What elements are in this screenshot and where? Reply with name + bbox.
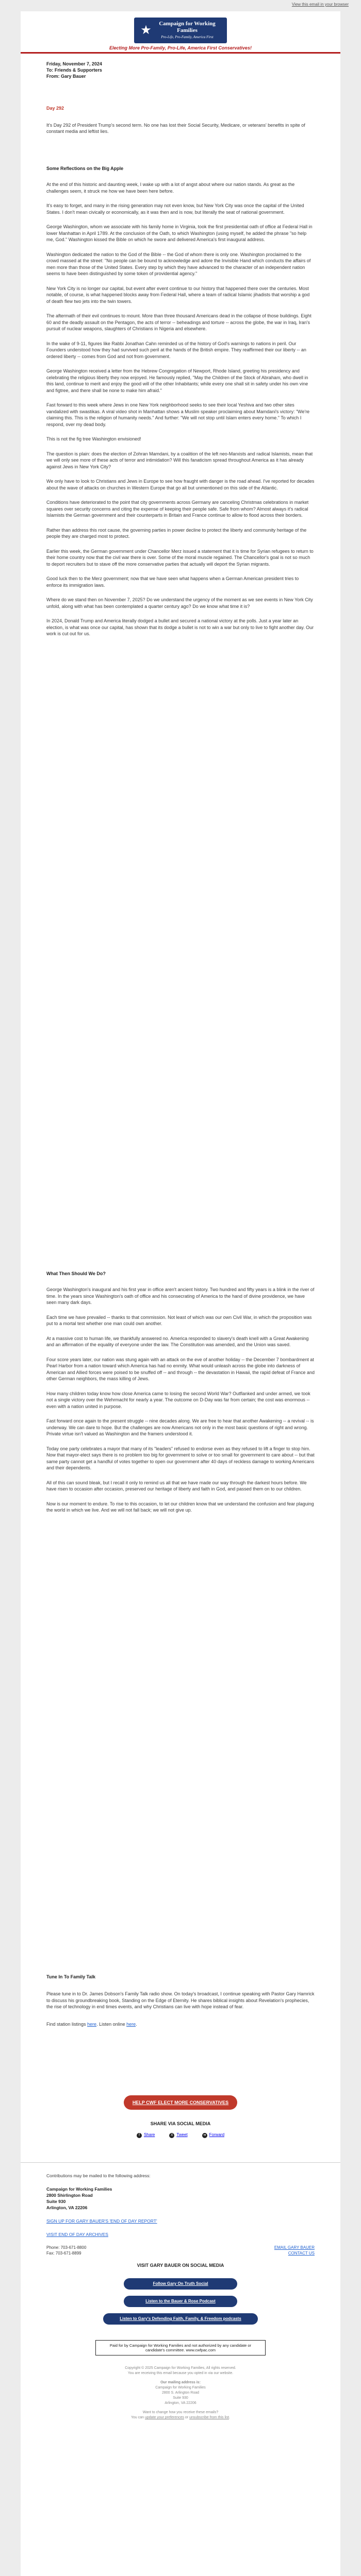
section-family-talk <box>46 1974 315 2027</box>
email-header <box>21 11 340 54</box>
contribution-block <box>46 2173 315 2238</box>
paragraph: In 2024, Donald Trump and America literally dodged a bullet and secured a national victory at the polls. Just a year later an election, is what was once our capital, has shown that its dodge a bullet is not to win a war but only to live to fight another day. Our work is cut out for us. <box>46 618 314 636</box>
section-title: What Then Should We Do? <box>46 1271 106 1276</box>
paragraph: The aftermath of their evil continues to mount. More than three thousand Americans dead in the collapse of those buildings. Eight 60 and the deadly assault on the Pentagon, the acts of terror -- beheadings and torture -- across the globe, the war in Iraq, Iran's pursuit of nuclear weapons, slaughters of Christians in Nigeria and elsewhere. <box>46 313 311 331</box>
mailing-line: Campaign for Working Families <box>155 2386 206 2389</box>
unsubscribe-link[interactable]: unsubscribe from this list <box>189 2416 229 2419</box>
forward-icon: ➜ <box>202 2133 207 2138</box>
email-card <box>21 11 340 2576</box>
addr-line: Arlington, VA 22206 <box>46 2205 88 2210</box>
memo-date: Friday, November 7, 2024 <box>46 61 102 66</box>
org-name: Campaign for Working Families <box>46 2187 112 2192</box>
x-icon: X <box>169 2133 174 2138</box>
paragraph: George Washington, whom we associate with his family home in Virginia, took the first presidential oath of office at Federal Hall in lower Manhattan in April 1789. At the conclusion of the Oath, to which Washington (using myself, he added the phrase "so help me, God." Washington kissed the Bible on which he swore and delivered America's first inaugural address. <box>46 224 313 242</box>
logo-title: Campaign for Working Families <box>159 20 216 33</box>
intro-paragraph: It's Day 292 of President Trump's second term. No one has lost their Social Security, Medicare, or veterans' benefits in spite of constant media and leftist lies. <box>46 122 305 134</box>
paragraph: New York City is no longer our capital, but event after event continue to our history that happened there over the centuries. Most notable, of course, is what happened blocks away from Federal Hall, where a team of radical Islamic jihadists that worship a god of death flew two jets into the twin towers. <box>46 285 310 304</box>
memo-meta <box>46 61 315 79</box>
tagline: Electing More Pro-Family, Pro-Life, America First Conservatives! <box>109 45 252 50</box>
paragraph: Fast forward once again to the present struggle -- nine decades along. We are free to hear that another Awakening -- a revival -- is underway. We can dare to hope. But the challenges are now Americans not only in the most basic questions of right and wrong. Private virtue isn't valued as Washington and the framers understood it. <box>46 1418 314 1436</box>
forward-button[interactable]: ➜ Forward <box>202 2132 224 2138</box>
paragraph: At a massive cost to human life, we thankfully answered no. America responded to slavery's death knell with a Great Awakening and an affirmation of the equality of everyone under the law. The Constitution was amended, and the Union was saved. <box>46 1335 309 1347</box>
share-buttons <box>21 2132 340 2138</box>
mailing-line: 2800 S. Arlington Road <box>162 2391 199 2395</box>
memo-from: From: Gary Bauer <box>46 74 86 79</box>
section-what-then-body <box>46 1286 315 1514</box>
paragraph: At the end of this historic and daunting week, I wake up with a lot of angst about where our nation stands. As great as the challenges seem, it struck me how we have been here before. <box>46 182 295 194</box>
paragraph: Now is our moment to endure. To rise to this occasion, to let our children know that we understand the confusion and fear plaguing the world in which we live. And we will not fall back; we will not give up. <box>46 1501 314 1513</box>
paragraph: George Washington's inaugural and his first year in office aren't ancient history. Two hundred and fifty years is a blink in the river of time. In the years since Washington's oath of office and his consecrating of America to the hand of divine providence, we have seen many dark days. <box>46 1287 315 1305</box>
share-x-button[interactable]: X Tweet <box>169 2132 187 2138</box>
mailing-line: Suite 930 <box>173 2396 188 2400</box>
contrib-label: Contributions may be mailed to the following address: <box>46 2173 151 2178</box>
section-big-apple-body <box>46 181 315 637</box>
section-title: Some Reflections on the Big Apple <box>46 166 124 171</box>
truth-social-button[interactable]: Follow Gary On Truth Social <box>124 2278 237 2290</box>
donate-area <box>21 2095 340 2110</box>
paragraph: George Washington received a letter from the Hebrew Congregation of Newport, Rhode Island, greeting his presidency and celebrating the religious liberty they now enjoyed. He famously replied, "May the Children of the Stock of Abraham, who dwell in this land, continue to merit and enjoy the good will of the other Inhabitants; while every one shall sit in safety under his own vine and figtree, and there shall be none to make him afraid." <box>46 368 308 393</box>
paragraph: Earlier this week, the German government under Chancellor Merz issued a statement that it is time for Syrian refugees to return to their home country now that the civil war there is over. Some of the moral muscle regained. The Chancellor's goal is not so much to deport recruiters but to stave off the more conservative parties that actually will deport the Syrian migrants. <box>46 548 314 567</box>
paragraph: It's easy to forget, and many in the rising generation may not even know, but New York City was once the capital of the United States. I don't mean civically or economically, as it was then and is now, but literally the seat of national government. <box>46 203 304 215</box>
email-gary-link[interactable]: EMAIL GARY BAUER <box>274 2245 315 2250</box>
phone: Phone: 703-671-8800 <box>46 2245 87 2250</box>
divider <box>21 2162 340 2163</box>
addr-line: Suite 930 <box>46 2199 66 2204</box>
paragraph: The question is plain: does the election of Zohran Mamdani, by a coalition of the left neo-Marxists and radical Islamists, mean that we will only see more of these acts of terror and intimidation? Will this fanaticism spread throughout America as it has already against Jews in New York City? <box>46 451 313 469</box>
view-in-browser-link[interactable]: View this email in your browser <box>291 2 349 7</box>
dff-podcast-button[interactable]: Listen to Gary's Defending Faith, Family, & Freedom podcasts <box>103 2313 258 2325</box>
day-counter: Day 292 <box>46 106 64 111</box>
paragraph: Four score years later, our nation was stung again with an attack on the eve of another holiday -- the December 7 bombardment at Pearl Harbor from a nation toward which America has had no enmity. What would unleash across the globe into darkness of American and Allied forces were poised to be snuffed off -- and through -- the devastation in Hawaii, the rapid defeat of France and other German neighbors, the mass killing of Jews. <box>46 1357 315 1381</box>
visit-social-title: VISIT GARY BAUER ON SOCIAL MEDIA <box>137 2263 224 2268</box>
station-links: Find station listings here. Listen online here. <box>46 2021 137 2027</box>
paragraph: How many children today know how close America came to losing the second World War? Outflanked and under armed, we took not a single victory over the Wehrmacht for nearly a year. The outcome on D-Day was far from certain; the cost was enormous -- even with a nation united in purpose. <box>46 1391 310 1409</box>
signup-link[interactable]: SIGN UP FOR GARY BAUER'S 'END OF DAY REPORT' <box>46 2218 157 2224</box>
contact-us-link[interactable]: CONTACT US <box>288 2251 315 2256</box>
mailing-title: Our mailing address is: <box>160 2381 201 2384</box>
listen-online-link[interactable]: here <box>126 2021 136 2027</box>
legal-footer <box>21 2366 340 2420</box>
receive-reason: You are receiving this email because you opted in via our website. <box>127 2371 234 2375</box>
station-listings-link[interactable]: here <box>87 2021 97 2027</box>
change-prompt: Want to change how you receive these emails? <box>142 2411 219 2414</box>
paragraph: Washington dedicated the nation to the God of the Bible -- the God of whom there is only one. Washington proclaimed to the crowd massed at the street: "No people can be bound to acknowledge and adore the Invisible Hand which conducts the affairs of men more than those of the United States. Every step by which they have advanced to the character of an independent nation seems to have been distinguished by some token of providential agency." <box>46 251 311 276</box>
podcast-button[interactable]: Listen to the Bauer & Rose Podcast <box>124 2296 237 2307</box>
copyright: Copyright © 2025 Campaign for Working Families, All rights reserved. <box>125 2366 236 2370</box>
section-big-apple <box>46 166 315 171</box>
disclaimer-block <box>21 2340 340 2355</box>
paragraph: In the wake of 9-11, figures like Rabbi Jonathan Cahn reminded us of the history of God's warnings to nations in peril. Our Founders understood how they had survived such peril at the hands of the British empire. They reaffirmed their our liberty -- an ordered liberty -- comes from God and not from government. <box>46 341 306 359</box>
fax: Fax: 703-671-8899 <box>46 2251 81 2256</box>
paragraph: Rather than address this root cause, the governing parties in power decline to protect the liberty and community heritage of the people they are charged most to protect. <box>46 527 307 539</box>
archives-link[interactable]: VISIT END OF DAY ARCHIVES <box>46 2232 108 2237</box>
contact-block <box>46 2245 315 2256</box>
logo-subtitle: Pro-Life, Pro-Family, America First <box>161 35 214 39</box>
paragraph: We only have to look to Christians and Jews in Europe to see how fraught with danger is the road ahead. I've reported for decades about the wave of attacks on churches in Western Europe that go all but unmentioned on this side of the Atlantic. <box>46 479 315 490</box>
paragraph: All of this can sound bleak, but I recall it only to remind us all that we have made our way through the darkest hours before. We have risen to occasion after occasion, preserved our heritage of liberty and faith in God, and passed them on to our children. <box>46 1480 307 1492</box>
paragraph: This is not the fig tree Washington envisioned! <box>46 436 141 442</box>
share-title: SHARE VIA SOCIAL MEDIA <box>150 2121 211 2126</box>
email-body <box>21 54 340 135</box>
update-preferences-link[interactable]: update your preferences <box>145 2416 184 2419</box>
preferences-line: You can update your preferences or unsubscribe from this list. <box>131 2416 230 2419</box>
paragraph: Each time we have prevailed -- thanks to that commission. Not least of which was our own Civil War, in which the proposition was put to a mortal test whether one man could own another. <box>46 1314 312 1326</box>
share-facebook-button[interactable]: f Share <box>137 2132 155 2138</box>
addr-line: 2800 Shirlington Road <box>46 2193 93 2198</box>
paragraph: Fast forward to this week where Jews in one New York neighborhood seeks to see their local Yeshiva and two other sites vandalized with swastikas. A viral video shot in Manhattan shows a Muslim speaker proclaiming about Mamdani's victory: "We're claiming this. This is the religion of humanity needs." And further: "We will not stop until Islam enters every home." To which I respond, over my dead body. <box>46 402 310 427</box>
paid-for-disclaimer: Paid for by Campaign for Working Families and not authorized by any candidate or candidate's committee. www.cwfpac.com <box>95 2340 266 2355</box>
star-icon: ★ <box>140 23 152 37</box>
memo-to: To: Friends & Supporters <box>46 67 102 73</box>
social-block <box>21 2263 340 2325</box>
topbar <box>0 0 361 11</box>
paragraph: Today one party celebrates a mayor that many of its "leaders" refused to endorse even as they refused to lift a finger to stop him. Now that mayor-elect says there is no problem too big for government to solve or too small for government to care about -- but that same party cannot get a handful of votes together to open our government after 40 days of reckless damage to working Americans and their dependents. <box>46 1446 315 1470</box>
share-area <box>21 2121 340 2138</box>
paragraph: Where do we stand then on November 7, 2025? Do we understand the urgency of the moment as we see events in New York City unfold, along with what has been contemplated a quarter century ago? Do we know what time it is? <box>46 597 313 609</box>
paragraph: Conditions have deteriorated to the point that city governments across Germany are canceling Christmas celebrations in market squares over security concerns and citing the expense of keeping their people safe. Safe from whom? Almost always it's radical Islamists the German government and their counterparts in Britain and France continue to allow to flood across their borders. <box>46 500 309 518</box>
paragraph: Good luck then to the Merz government; now that we have seen what happens when a German American president tries to enforce its immigration laws. <box>46 576 299 588</box>
donate-button[interactable]: HELP CWF ELECT MORE CONSERVATIVES <box>124 2095 237 2110</box>
paragraph: Please tune in to Dr. James Dobson's Family Talk radio show. On today's broadcast, I continue speaking with Pastor Gary Hamrick to discuss his groundbreaking book, Standing on the Edge of Eternity. He shares biblical insights about Revelation's prophecies, the rise of technology in end times events, and why Christians can live with hope instead of fear. <box>46 1991 315 2009</box>
section-title: Tune In To Family Talk <box>46 1974 96 1979</box>
section-what-then <box>46 1271 315 1276</box>
cwf-logo[interactable] <box>134 18 227 43</box>
mailing-line: Arlington, VA 22206 <box>165 2401 196 2405</box>
facebook-icon: f <box>137 2133 142 2138</box>
